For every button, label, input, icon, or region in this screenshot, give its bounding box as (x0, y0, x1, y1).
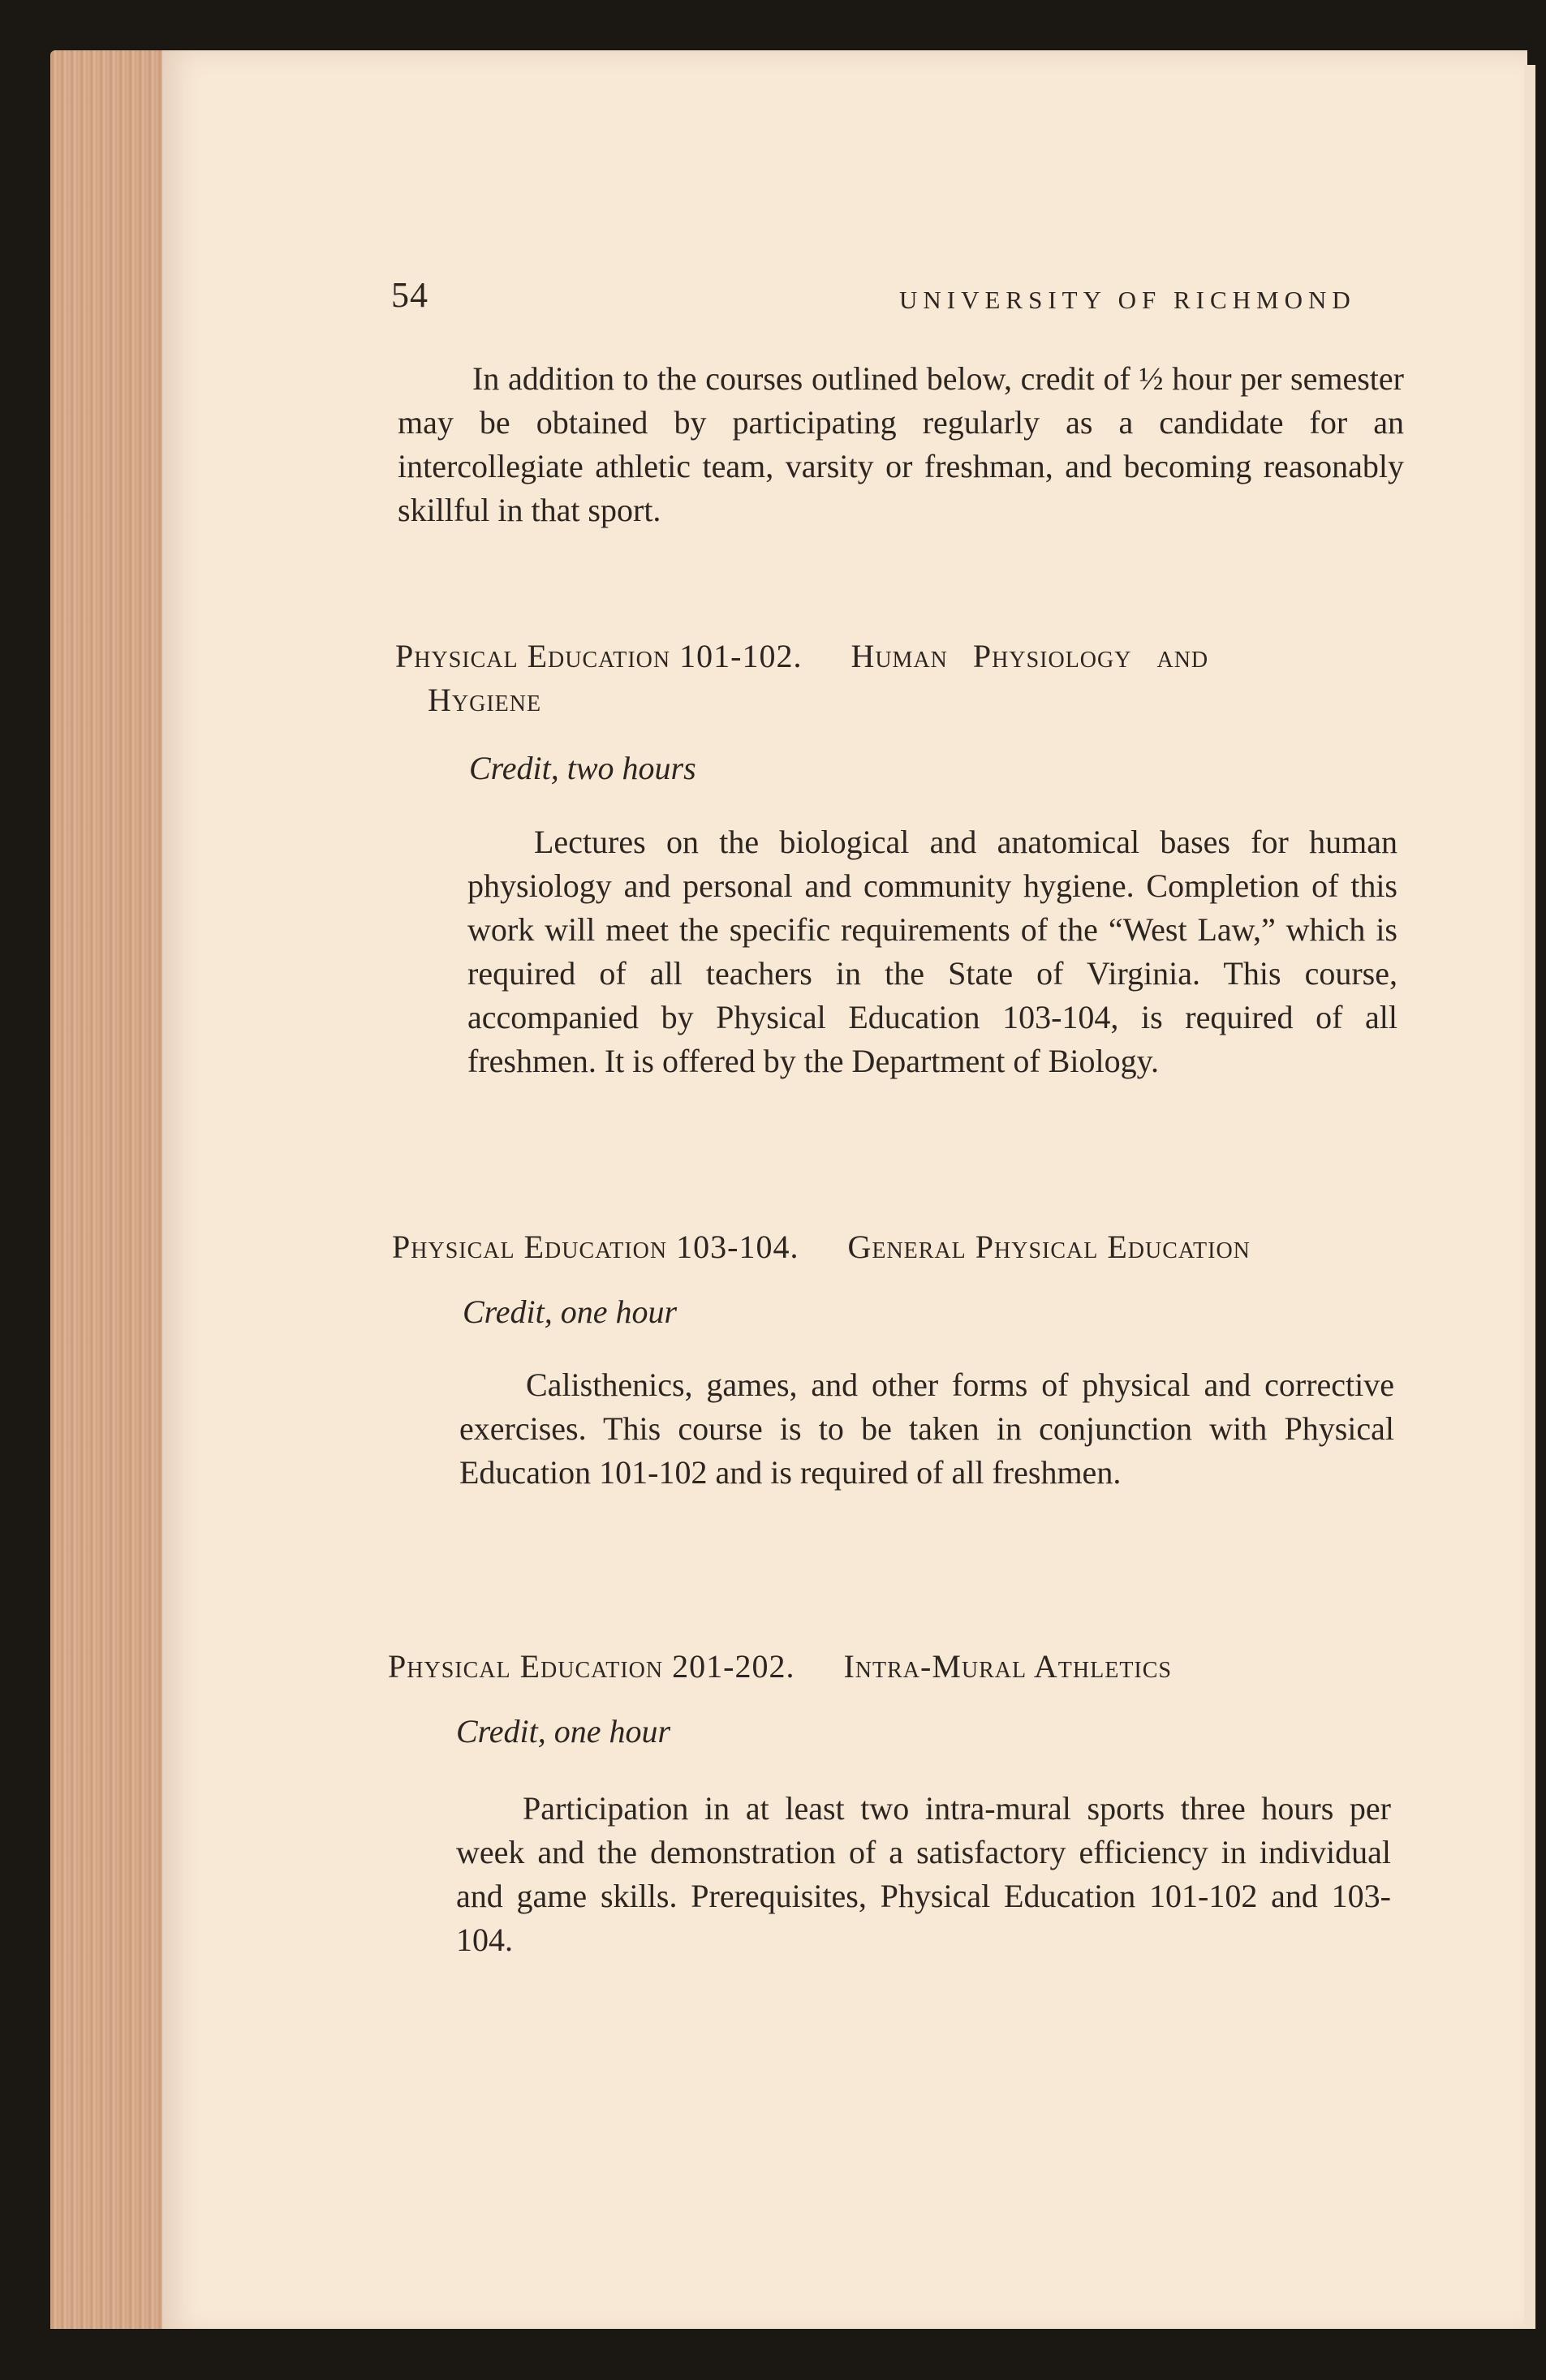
course-description: Lectures on the biological and anatomical bases for human physiology and personal and community hygiene. Completion of this work will meet the specific requirements of the “West Law,” which is required of all teachers in the State of Virginia. This course, accompanied by Physical Education 103-104, is required of all freshmen. It is offered by the Department of Biology. (467, 824, 1397, 1079)
course-code: Physical Education 103-104. (392, 1229, 799, 1265)
course-code: Physical Education 201-202. (388, 1648, 795, 1685)
course-title: General Physical Education (847, 1229, 1251, 1265)
course-credit: Credit, one hour (456, 1713, 671, 1749)
course-title: Intra-Mural Athletics (843, 1648, 1172, 1685)
scan-bottom-border (0, 2329, 1546, 2380)
course-description: Calisthenics, games, and other forms of physical and corrective exercises. This course is to be taken in conjunction with Physical Education 101-102 and is required of all freshmen. (459, 1366, 1394, 1491)
intro-paragraph: In addition to the courses outlined below, credit of ½ hour per semester may be obtained by participating regularly as a candidate for an intercollegiate athletic team, varsity or freshman, and becoming reasonably skillful in that sport. (398, 360, 1404, 528)
course-heading (388, 1645, 1394, 1689)
course-description: Participation in at least two intra-mural sports three hours per week and the demonstration of a satisfactory efficiency in individual and game skills. Prerequisites, Physical Education 101-102 and 103-104. (456, 1790, 1391, 1958)
page-right-edge (1524, 65, 1535, 2329)
course-heading (392, 1225, 1398, 1269)
book-page-edges (50, 50, 180, 2335)
course-code: Physical Education 101-102. (395, 638, 803, 674)
course-credit: Credit, two hours (469, 750, 696, 786)
course-credit: Credit, one hour (463, 1293, 678, 1330)
page-number: 54 (391, 275, 428, 315)
course-heading (395, 635, 1405, 722)
course-title-continued: Hygiene (428, 682, 542, 718)
course-title: Human Physiology and (851, 638, 1209, 674)
running-head: UNIVERSITY OF RICHMOND (899, 286, 1356, 314)
